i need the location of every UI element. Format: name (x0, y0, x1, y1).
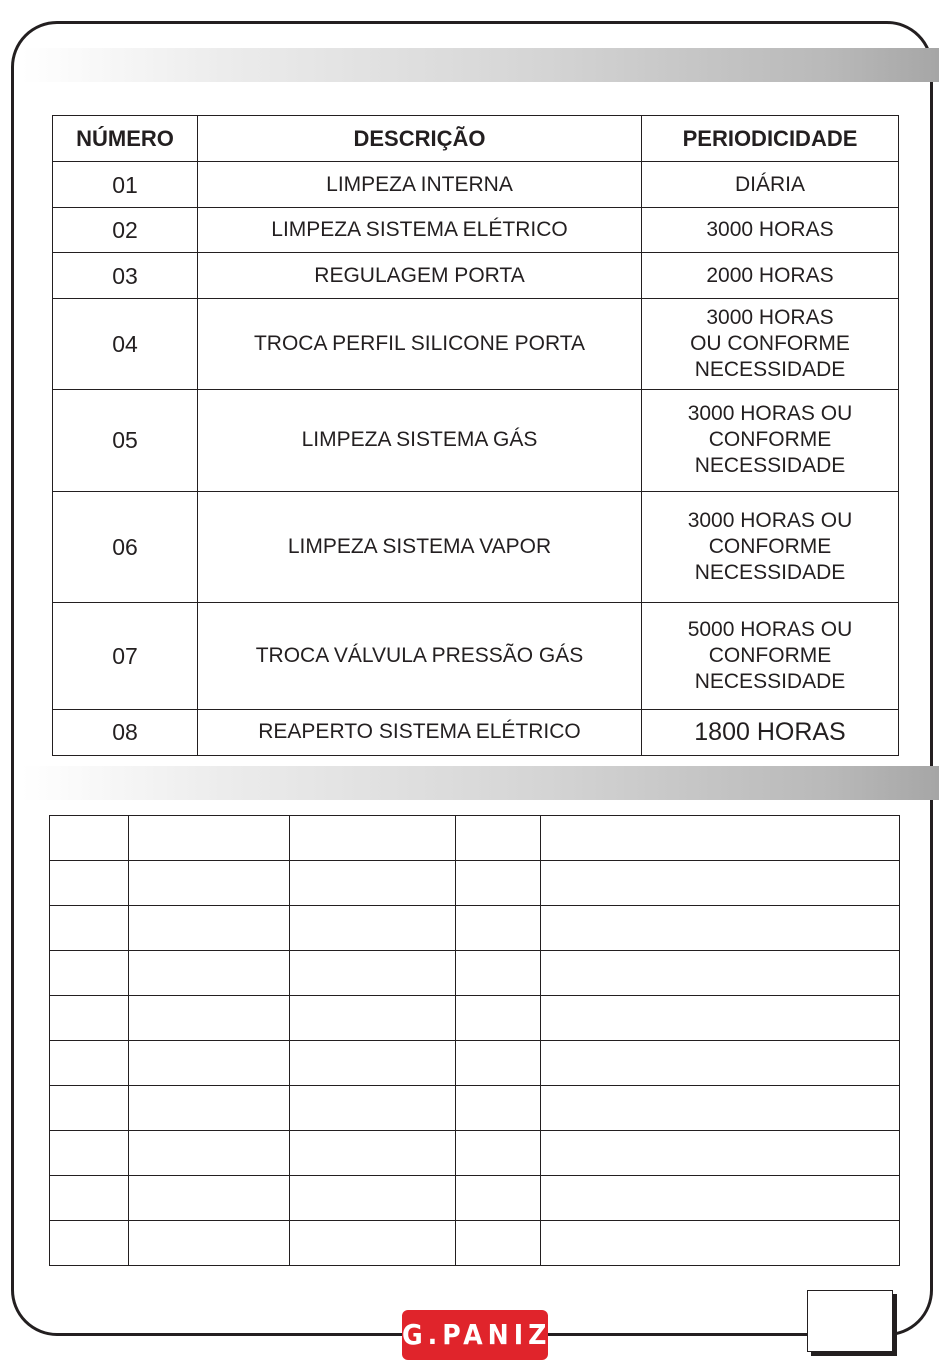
log-cell (50, 861, 129, 906)
periodicity-line: 1800 HORAS (694, 718, 846, 747)
log-cell (456, 861, 541, 906)
maintenance-row (53, 162, 899, 208)
log-row (50, 1221, 900, 1266)
item-number: 01 (53, 162, 198, 208)
log-cell (129, 1041, 290, 1086)
log-cell (290, 1041, 456, 1086)
section-band (22, 766, 939, 800)
log-cell (456, 951, 541, 996)
log-cell (290, 816, 456, 861)
item-description: TROCA VÁLVULA PRESSÃO GÁS (198, 603, 642, 709)
log-cell (541, 906, 900, 951)
maintenance-row (53, 389, 899, 491)
log-cell (290, 1131, 456, 1176)
log-row (50, 906, 900, 951)
periodicity-line: DIÁRIA (734, 172, 805, 196)
maintenance-row (53, 492, 899, 603)
log-cell (129, 996, 290, 1041)
item-number: 05 (53, 389, 198, 491)
item-periodicity (642, 253, 899, 299)
log-cell (456, 1221, 541, 1266)
log-cell (50, 951, 129, 996)
periodicity-line: 3000 HORAS (706, 306, 834, 330)
periodicity-line: 2000 HORAS (706, 263, 834, 287)
log-cell (456, 1176, 541, 1221)
item-number: 08 (53, 709, 198, 755)
periodicity-line: 5000 HORAS OU (687, 618, 853, 642)
log-cell (541, 1086, 900, 1131)
periodicity-line: CONFORME (708, 535, 832, 559)
periodicity-line: OU CONFORME (690, 332, 850, 356)
periodicity-line: NECESSIDADE (694, 561, 846, 585)
log-cell (50, 1221, 129, 1266)
log-cell (541, 1221, 900, 1266)
maintenance-row (53, 208, 899, 253)
log-row (50, 1131, 900, 1176)
item-number: 03 (53, 253, 198, 299)
header-band (22, 48, 939, 82)
log-cell (541, 1041, 900, 1086)
log-cell (541, 996, 900, 1041)
log-cell (50, 1041, 129, 1086)
log-cell (456, 1086, 541, 1131)
item-number: 02 (53, 208, 198, 253)
periodicity-line: CONFORME (708, 428, 832, 452)
log-cell (290, 996, 456, 1041)
log-cell (541, 816, 900, 861)
log-cell (129, 816, 290, 861)
maintenance-log-table (49, 815, 900, 1266)
item-periodicity (642, 208, 899, 253)
log-cell (456, 816, 541, 861)
log-cell (456, 996, 541, 1041)
log-cell (456, 1131, 541, 1176)
item-description: LIMPEZA SISTEMA ELÉTRICO (198, 208, 642, 253)
item-number: 06 (53, 492, 198, 603)
item-periodicity (642, 603, 899, 709)
header-descricao: DESCRIÇÃO (198, 116, 642, 162)
item-periodicity (642, 492, 899, 603)
log-cell (456, 1041, 541, 1086)
log-cell (290, 1086, 456, 1131)
periodicity-line: 3000 HORAS (706, 218, 834, 242)
log-cell (50, 1131, 129, 1176)
maintenance-row (53, 253, 899, 299)
maintenance-table (52, 115, 899, 756)
log-row (50, 996, 900, 1041)
header-numero: NÚMERO (53, 116, 198, 162)
periodicity-line: 3000 HORAS OU (687, 402, 853, 426)
log-cell (50, 1086, 129, 1131)
log-cell (50, 816, 129, 861)
item-number: 04 (53, 299, 198, 389)
periodicity-line: NECESSIDADE (694, 454, 846, 478)
maintenance-row (53, 603, 899, 709)
gpaniz-logo: G.PANIZ (402, 1310, 548, 1360)
log-cell (129, 906, 290, 951)
log-cell (541, 1131, 900, 1176)
item-description: REGULAGEM PORTA (198, 253, 642, 299)
periodicity-line: NECESSIDADE (694, 358, 846, 382)
log-cell (129, 1221, 290, 1266)
log-row (50, 1086, 900, 1131)
log-cell (129, 1176, 290, 1221)
item-periodicity (642, 389, 899, 491)
item-number: 07 (53, 603, 198, 709)
log-cell (50, 996, 129, 1041)
log-cell (290, 1221, 456, 1266)
log-cell (290, 906, 456, 951)
maintenance-row (53, 299, 899, 389)
item-description: LIMPEZA SISTEMA GÁS (198, 389, 642, 491)
log-row (50, 1176, 900, 1221)
log-cell (541, 951, 900, 996)
periodicity-line: CONFORME (708, 644, 832, 668)
log-row (50, 861, 900, 906)
log-cell (50, 906, 129, 951)
log-cell (541, 861, 900, 906)
maintenance-header-row (53, 116, 899, 162)
log-cell (50, 1176, 129, 1221)
log-cell (129, 861, 290, 906)
item-periodicity (642, 162, 899, 208)
maintenance-row (53, 709, 899, 755)
item-description: REAPERTO SISTEMA ELÉTRICO (198, 709, 642, 755)
log-cell (290, 951, 456, 996)
item-periodicity (642, 299, 899, 389)
header-periodicidade: PERIODICIDADE (642, 116, 899, 162)
periodicity-line: 3000 HORAS OU (687, 509, 853, 533)
item-description: TROCA PERFIL SILICONE PORTA (198, 299, 642, 389)
log-cell (456, 906, 541, 951)
log-cell (541, 1176, 900, 1221)
periodicity-line: NECESSIDADE (694, 670, 846, 694)
log-cell (129, 1131, 290, 1176)
item-periodicity (642, 709, 899, 755)
log-row (50, 951, 900, 996)
log-cell (129, 1086, 290, 1131)
log-row (50, 816, 900, 861)
log-cell (290, 1176, 456, 1221)
log-cell (290, 861, 456, 906)
item-description: LIMPEZA SISTEMA VAPOR (198, 492, 642, 603)
log-row (50, 1041, 900, 1086)
log-cell (129, 951, 290, 996)
item-description: LIMPEZA INTERNA (198, 162, 642, 208)
page-number-box (807, 1290, 893, 1352)
